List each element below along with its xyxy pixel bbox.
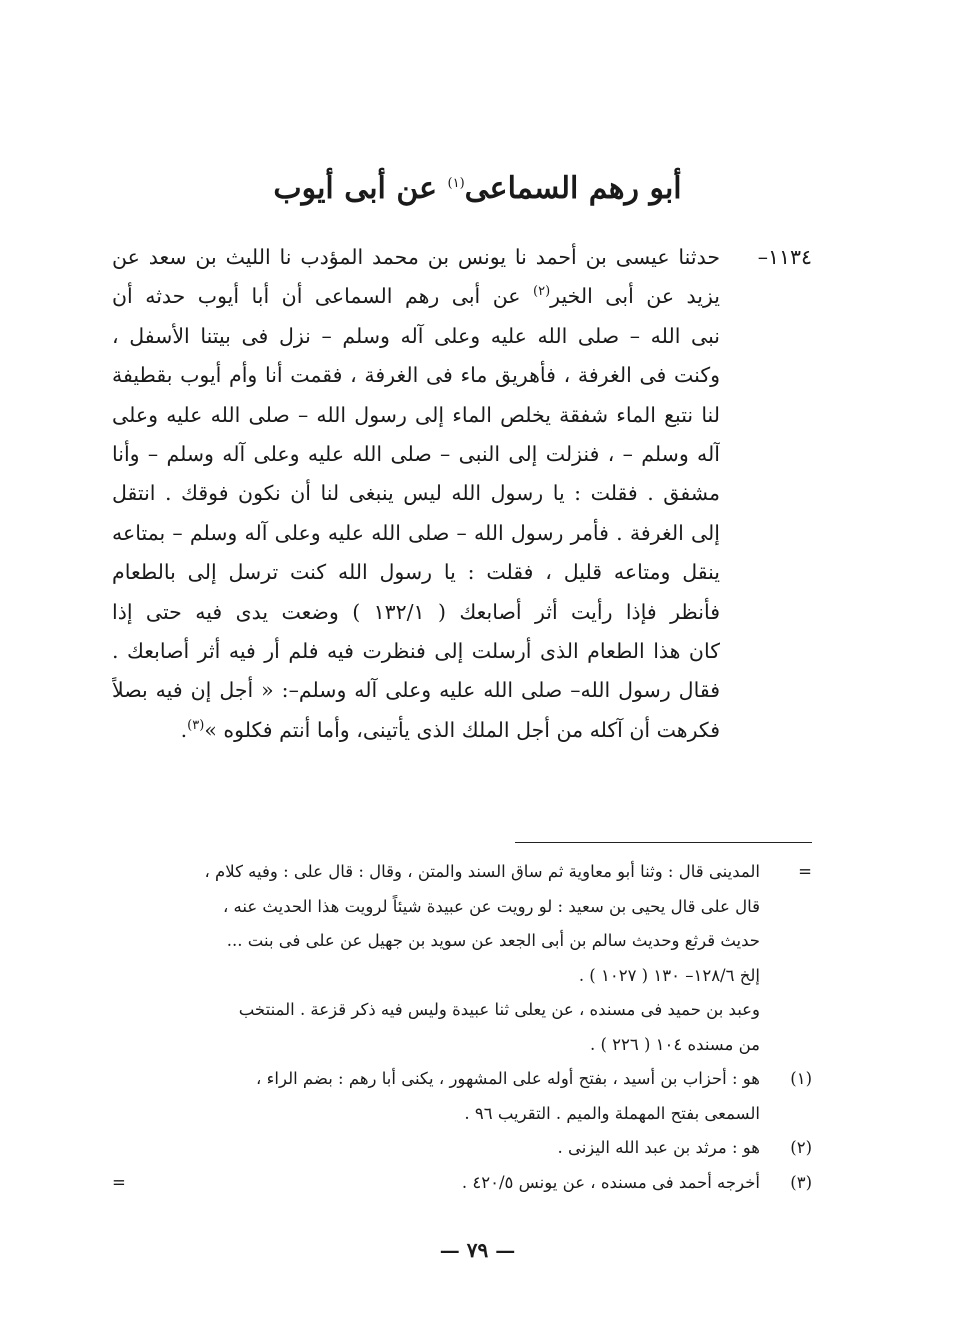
footnote-text: [112, 1062, 760, 1131]
hadith-number: ١١٣٤–: [757, 245, 812, 269]
footnotes-block: [112, 855, 812, 1200]
hadith-final-period: .: [180, 717, 188, 742]
hadith-line-part: فكرهت أن آكله من أجل الملك الذى يأتينى، وأما أنتم فكلوه »: [204, 717, 720, 742]
hadith-line: إلى الغرفة . فأمر رسول الله – صلى الله عليه وعلى آله وسلم – بمتاعه: [112, 520, 720, 545]
hadith-line: لنا نتبع الماء شفقة يخلص الماء إلى رسول الله – صلى الله عليه وعلى: [112, 402, 720, 427]
continuation-text: [112, 855, 760, 1062]
footnote-2: [112, 1131, 812, 1166]
footnote-text: [112, 1166, 760, 1201]
continuation-mark: =: [798, 862, 812, 881]
hadith-line: فقال رسول الله– صلى الله عليه وعلى آله وسلم–: « أجل إن فيه بصلاً: [112, 678, 720, 703]
chapter-title: [0, 168, 955, 210]
note-line: هو : مرثد بن عبد الله اليزنى .: [557, 1138, 760, 1157]
hadith-line: حدثنا عيسى بن أحمد نا يونس بن محمد المؤدب نا الليث بن سعد عن: [112, 245, 720, 269]
hadith-line: فأنظر فإذا رأيت أثر أصابعك ( ١٣٢/١ ) وضعت يدى فيه حتى إذا: [112, 599, 720, 624]
note-line: المدينى قال : وثنا أبو معاوية ثم ساق السند والمتن ، وقال : قال على : وفيه كلام ،: [204, 862, 760, 881]
hadith-line-part: عن أبى رهم السماعى أن أبا أيوب حدثه أن: [112, 284, 521, 309]
hadith-block: [112, 238, 812, 750]
note-line: أخرجه أحمد فى مسنده ، عن يونس ٤٢٠/٥ .: [461, 1172, 760, 1192]
note-line: من مسنده ١٠٤ ( ٢٢٦ ) .: [589, 1034, 760, 1054]
end-continuation-mark: =: [112, 1172, 126, 1192]
hadith-line: آله وسلم – ، فنزلت إلى النبى – صلى الله عليه وعلى آله وسلم – وأنا: [112, 441, 720, 466]
footnote-mark: (٢): [790, 1138, 812, 1157]
title-suffix: عن أبى أيوب: [273, 171, 438, 206]
continuation-note: [112, 855, 812, 1062]
note-line: قال على قال يحيى بن سعيد : لو رويت عن عبيدة شيئاً لرويت هذا الحديث عنه ،: [222, 896, 760, 916]
hadith-line-part: يزيد عن أبى الخير: [550, 284, 720, 309]
footnote-separator: [515, 842, 812, 843]
title-footnote-ref: (١): [447, 176, 465, 191]
hadith-line: نبى الله – صلى الله عليه وعلى آله وسلم – نزل فى بيتنا الأسفل ،: [112, 323, 720, 348]
hadith-line: [112, 711, 720, 750]
footnote-3: [112, 1166, 812, 1201]
footnote-mark: (٣): [790, 1172, 812, 1192]
title-main: أبو رهم السماعى: [464, 171, 682, 206]
hadith-line: وكنت فى الغرفة ، فأهريق ماء فى الغرفة ، فقمت أنا وأم أيوب بقطيفة: [112, 363, 720, 388]
note-line: وعبد بن حميد فى مسنده ، عن يعلى ثنا عبيدة وليس فيه ذكر قزعة . المنتخب: [238, 1000, 760, 1019]
hadith-footnote-ref: (٣): [187, 717, 205, 733]
footnote-mark: (١): [790, 1069, 812, 1088]
note-line: إلخ ١٢٨/٦– ١٣٠ ( ١٠٢٧ ) .: [578, 965, 760, 985]
note-line: هو : أحزاب بن أسيد ، بفتح أوله على المشهور ، يكنى أبا رهم : بضم الراء ،: [256, 1069, 760, 1088]
hadith-line: كان هذا الطعام الذى أرسلت إلى فنظرت فيه فلم أر فيه أثر أصابعك .: [112, 638, 720, 663]
footnote-text: [112, 1131, 760, 1166]
note-line: حديث قرثع وحديث سالم بن أبى الجعد عن سويد بن جهيل عن على فى بنت ...: [226, 931, 760, 950]
hadith-line: ينقل ومتاعه قليل ، فقلت : يا رسول الله كنت ترسل إلى بالطعام: [112, 560, 720, 585]
hadith-line: [112, 277, 720, 316]
hadith-footnote-ref: (٢): [533, 284, 551, 300]
footnote-1: [112, 1062, 812, 1131]
note-line: السمعى بفتح المهملة والميم . التقريب ٩٦ .: [464, 1103, 760, 1123]
page-number: — ٧٩ —: [439, 1238, 516, 1262]
hadith-line: مشفق . فقلت : يا رسول الله ليس ينبغى لنا أن نكون فوقك . انتقل: [112, 481, 720, 506]
